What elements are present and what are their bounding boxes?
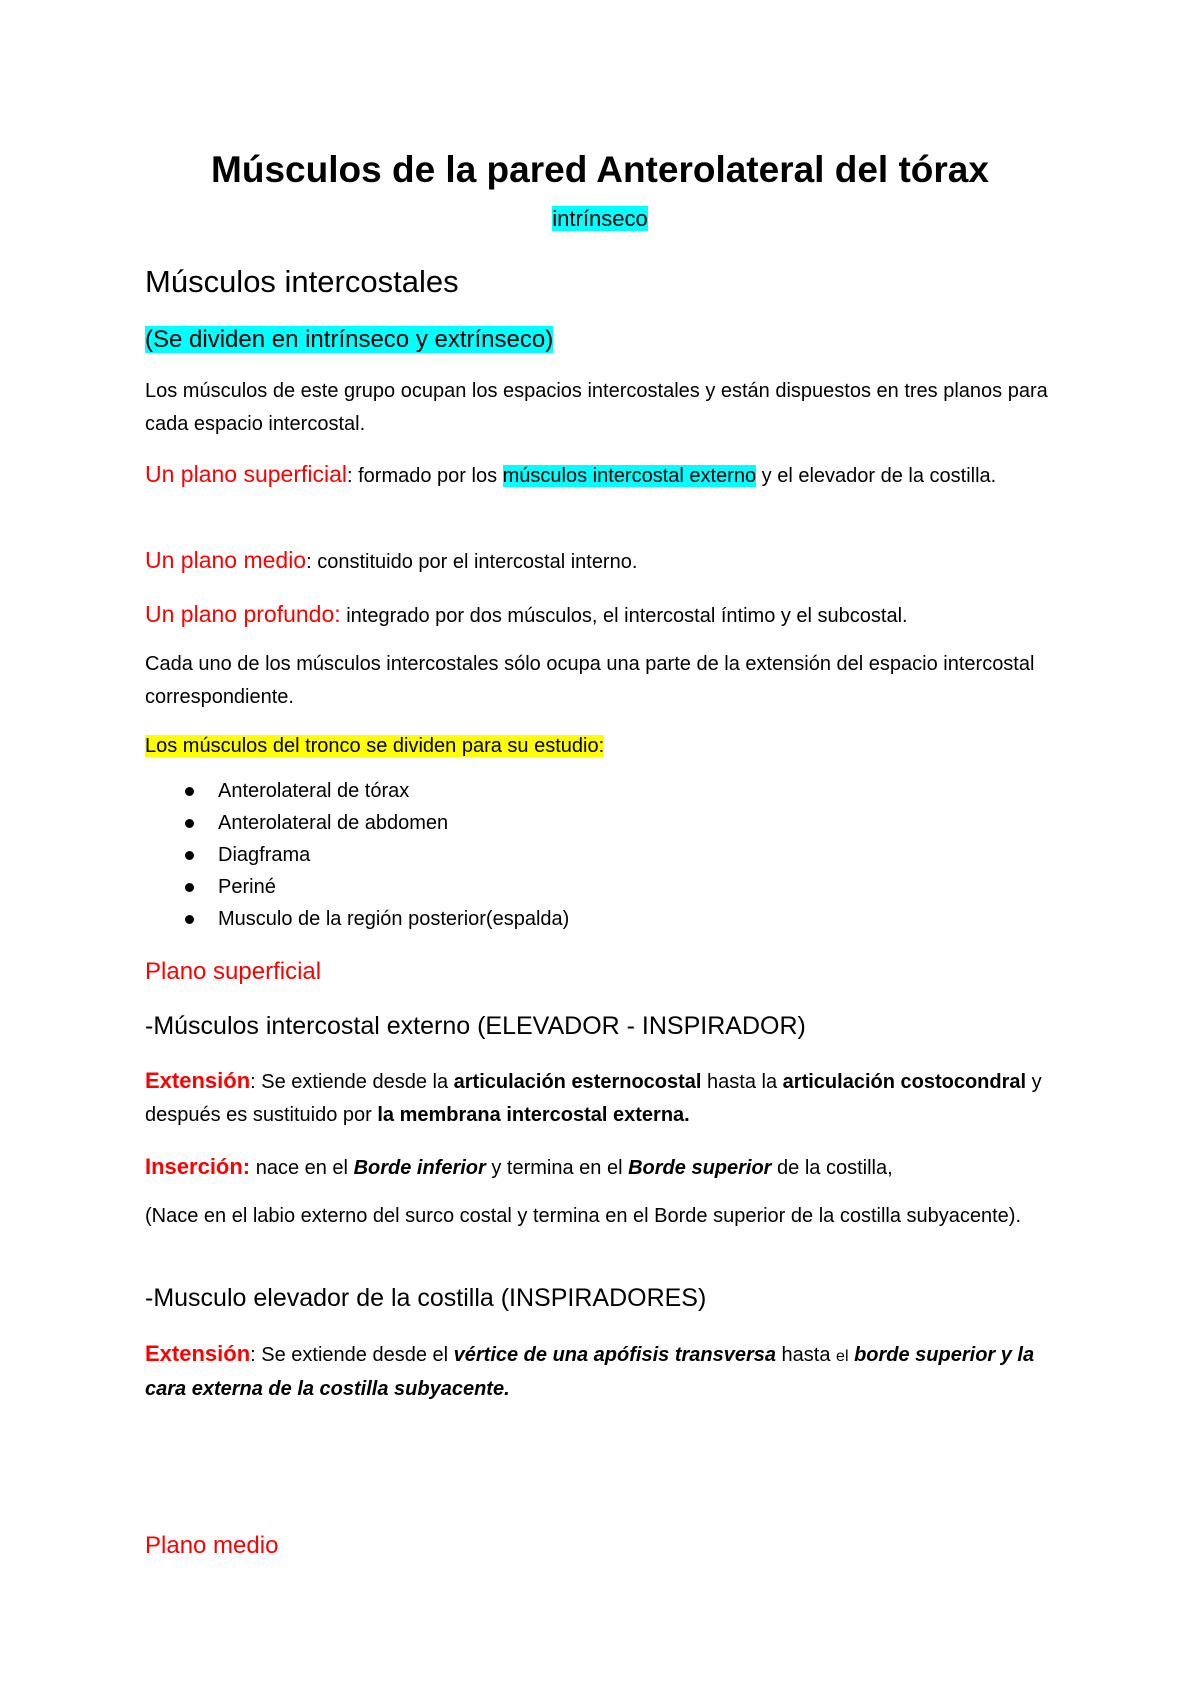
plano-medio-heading: Plano medio bbox=[145, 1532, 279, 1559]
plano-superficial-highlight: músculos intercostal externo bbox=[502, 465, 757, 487]
bullet-icon bbox=[185, 915, 194, 924]
cada-uno-paragraph: Cada uno de los músculos intercostales sólo ocupa una parte de la extensión del espacio intercostal correspondiente. bbox=[145, 653, 1035, 708]
muscle-intercostal-externo-heading: -Músculos intercostal externo (ELEVADOR - INSPIRADOR) bbox=[145, 1012, 806, 1040]
extension-text-c: hasta la bbox=[701, 1071, 783, 1093]
extension-paragraph bbox=[145, 1064, 1065, 1132]
list-item-text: Diagframa bbox=[218, 844, 311, 866]
bullet-icon bbox=[185, 851, 194, 860]
subtitle bbox=[0, 204, 1200, 234]
list-item bbox=[145, 807, 569, 839]
extension2-label: Extensión bbox=[145, 1341, 251, 1366]
extension-bold-1: articulación esternocostal bbox=[453, 1071, 702, 1093]
list-item bbox=[145, 775, 569, 807]
muscle-elevador-heading: -Musculo elevador de la costilla (INSPIRADORES) bbox=[145, 1284, 707, 1312]
insercion-text-c: y termina en el bbox=[485, 1157, 629, 1179]
nace-paragraph: (Nace en el labio externo del surco costal y termina en el Borde superior de la costilla subyacente). bbox=[145, 1205, 1022, 1227]
extension2-text-a: : Se extiende desde el bbox=[250, 1344, 454, 1366]
bullet-icon bbox=[185, 883, 194, 892]
extension2-bold-1: vértice de una apófisis transversa bbox=[453, 1344, 776, 1366]
list-item-text: Anterolateral de tórax bbox=[218, 780, 410, 802]
intro-paragraph: Los músculos de este grupo ocupan los espacios intercostales y están dispuestos en tres planos para cada espacio intercostal. bbox=[145, 380, 1048, 435]
extension2-text-el: el bbox=[836, 1348, 849, 1365]
list-item-text: Periné bbox=[218, 876, 276, 898]
extension-text-d: y después es sustituido por bbox=[145, 1071, 1042, 1126]
plano-profundo-paragraph bbox=[145, 598, 1065, 633]
subtitle-text: intrínseco bbox=[552, 206, 648, 231]
plano-superficial-text-b: y el elevador de la costilla. bbox=[756, 465, 997, 487]
bullet-icon bbox=[185, 787, 194, 796]
note-divisions-text: (Se dividen en intrínseco y extrínseco) bbox=[145, 326, 554, 353]
extension-text-a: : Se extiende desde la bbox=[250, 1071, 454, 1093]
extension2-bold-2: borde superior y la cara externa de la costilla subyacente. bbox=[145, 1344, 1035, 1400]
note-divisions bbox=[145, 324, 553, 356]
plano-medio-label: Un plano medio bbox=[145, 547, 307, 573]
extension-label: Extensión bbox=[145, 1068, 251, 1093]
section-heading-intercostales: Músculos intercostales bbox=[145, 264, 459, 299]
list-item-text: Musculo de la región posterior(espalda) bbox=[218, 908, 570, 930]
tronco-list bbox=[145, 775, 569, 935]
bullet-icon bbox=[185, 819, 194, 828]
insercion-text-d: de la costilla, bbox=[771, 1157, 893, 1179]
plano-profundo-text: integrado por dos músculos, el intercostal íntimo y el subcostal. bbox=[340, 605, 908, 627]
insercion-bold-2: Borde superior bbox=[628, 1157, 772, 1179]
list-item bbox=[145, 871, 569, 903]
extension2-paragraph bbox=[145, 1337, 1065, 1406]
list-item bbox=[145, 839, 569, 871]
insercion-label: Inserción: bbox=[145, 1154, 251, 1179]
plano-superficial-paragraph bbox=[145, 458, 1065, 493]
extension-bold-3: la membrana intercostal externa. bbox=[377, 1104, 690, 1126]
plano-superficial-text-a: : formado por los bbox=[347, 465, 503, 487]
insercion-text-a: nace en el bbox=[250, 1157, 354, 1179]
document-title: Músculos de la pared Anterolateral del tórax bbox=[211, 149, 989, 190]
plano-medio-text: : constituido por el intercostal interno. bbox=[306, 551, 638, 573]
extension-bold-2: articulación costocondral bbox=[782, 1071, 1027, 1093]
insercion-bold-1: Borde inferior bbox=[353, 1157, 486, 1179]
list-item bbox=[145, 903, 569, 935]
extension2-text-c: hasta bbox=[776, 1344, 837, 1366]
plano-superficial-label: Un plano superficial bbox=[145, 461, 348, 487]
list-item-text: Anterolateral de abdomen bbox=[218, 812, 449, 834]
plano-superficial-heading: Plano superficial bbox=[145, 958, 322, 985]
plano-medio-paragraph bbox=[145, 544, 1065, 579]
insercion-paragraph bbox=[145, 1150, 1065, 1185]
tronco-text: Los músculos del tronco se dividen para su estudio: bbox=[145, 735, 605, 757]
tronco-paragraph bbox=[145, 730, 1065, 763]
plano-profundo-label: Un plano profundo: bbox=[145, 601, 341, 627]
